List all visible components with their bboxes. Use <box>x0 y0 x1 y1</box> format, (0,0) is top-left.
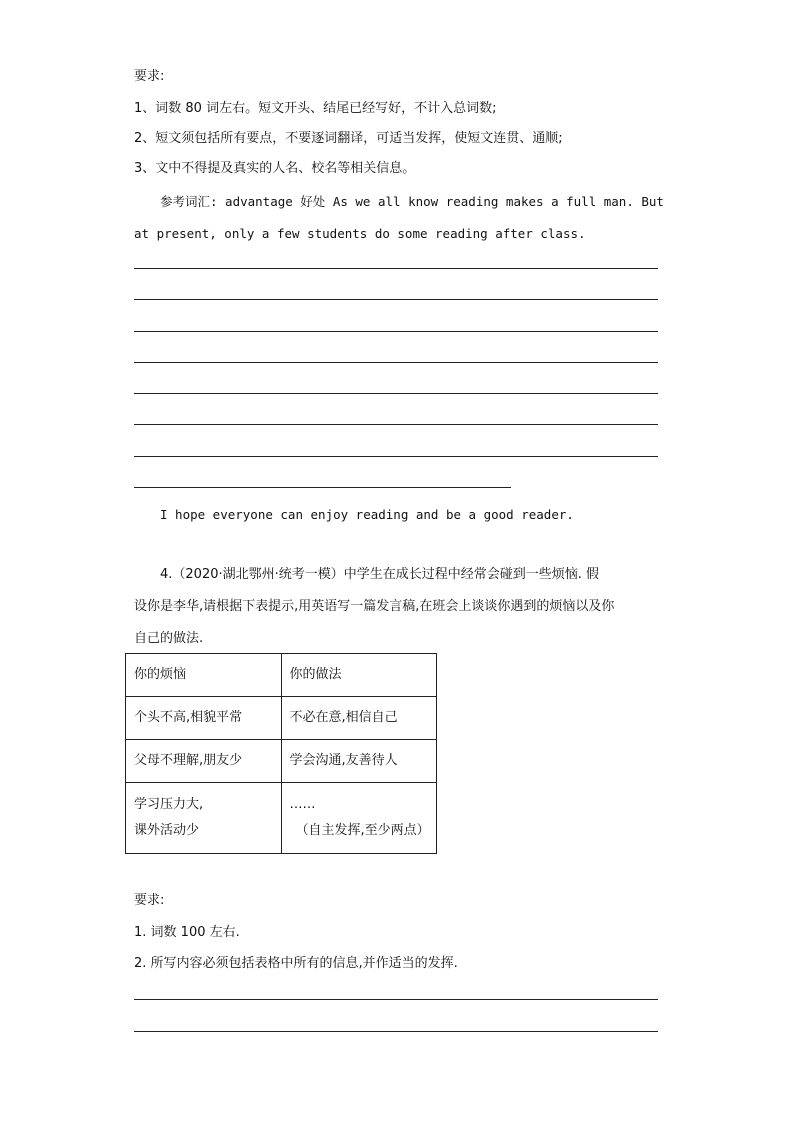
question-4-requirement-2: 2. 所写内容必须包括表格中所有的信息,并作适当的发挥. <box>134 956 458 971</box>
table-row <box>126 783 437 854</box>
reference-vocab-line-2: at present, only a few students do some reading after class. <box>134 226 586 241</box>
answer-line-short[interactable] <box>134 487 511 488</box>
table-cell: 不必在意,相信自己 <box>281 697 437 740</box>
table-cell-hint: （自主发挥,至少两点） <box>295 823 430 838</box>
table-cell: 父母不理解,朋友少 <box>126 740 282 783</box>
answer-line[interactable] <box>134 393 658 394</box>
answer-line[interactable] <box>134 424 658 425</box>
table-cell <box>281 783 437 854</box>
answer-line[interactable] <box>134 999 658 1000</box>
table-cell: 学会沟通,友善待人 <box>281 740 437 783</box>
reference-vocab-line-1: 参考词汇: advantage 好处 As we all know reading makes a full man. But <box>160 194 664 209</box>
table-cell-line: 学习压力大, <box>134 797 204 812</box>
requirement-item-2: 2、短文须包括所有要点，不要逐词翻译，可适当发挥，使短文连贯、通顺; <box>134 131 563 146</box>
question-4-line-1: 4.（2020·湖北鄂州·统考一模）中学生在成长过程中经常会碰到一些烦恼. 假 <box>160 567 600 582</box>
table-cell-line: …… <box>289 797 316 812</box>
question-4-requirements-title: 要求: <box>134 893 165 908</box>
table-header-row <box>126 654 437 697</box>
table-header-actions: 你的做法 <box>281 654 437 697</box>
answer-line[interactable] <box>134 362 658 363</box>
table-cell-line: 课外活动少 <box>134 823 200 838</box>
answer-line[interactable] <box>134 331 658 332</box>
question-4-line-3: 自己的做法. <box>134 631 204 646</box>
closing-sentence: I hope everyone can enjoy reading and be a good reader. <box>160 507 574 522</box>
answer-line[interactable] <box>134 268 658 269</box>
answer-line[interactable] <box>134 299 658 300</box>
requirement-item-3: 3、文中不得提及真实的人名、校名等相关信息。 <box>134 161 416 176</box>
question-4-requirement-1: 1. 词数 100 左右. <box>134 925 240 940</box>
table-header-worries: 你的烦恼 <box>126 654 282 697</box>
answer-line[interactable] <box>134 1031 658 1032</box>
table-row <box>126 697 437 740</box>
table-cell: 个头不高,相貌平常 <box>126 697 282 740</box>
worries-table <box>125 653 437 854</box>
requirements-title: 要求: <box>134 69 165 84</box>
requirement-item-1: 1、词数 80 词左右。短文开头、结尾已经写好，不计入总词数; <box>134 101 497 116</box>
answer-line[interactable] <box>134 456 658 457</box>
question-4-line-2: 设你是李华,请根据下表提示,用英语写一篇发言稿,在班会上谈谈你遇到的烦恼以及你 <box>134 599 615 614</box>
table-row <box>126 740 437 783</box>
table-cell <box>126 783 282 854</box>
